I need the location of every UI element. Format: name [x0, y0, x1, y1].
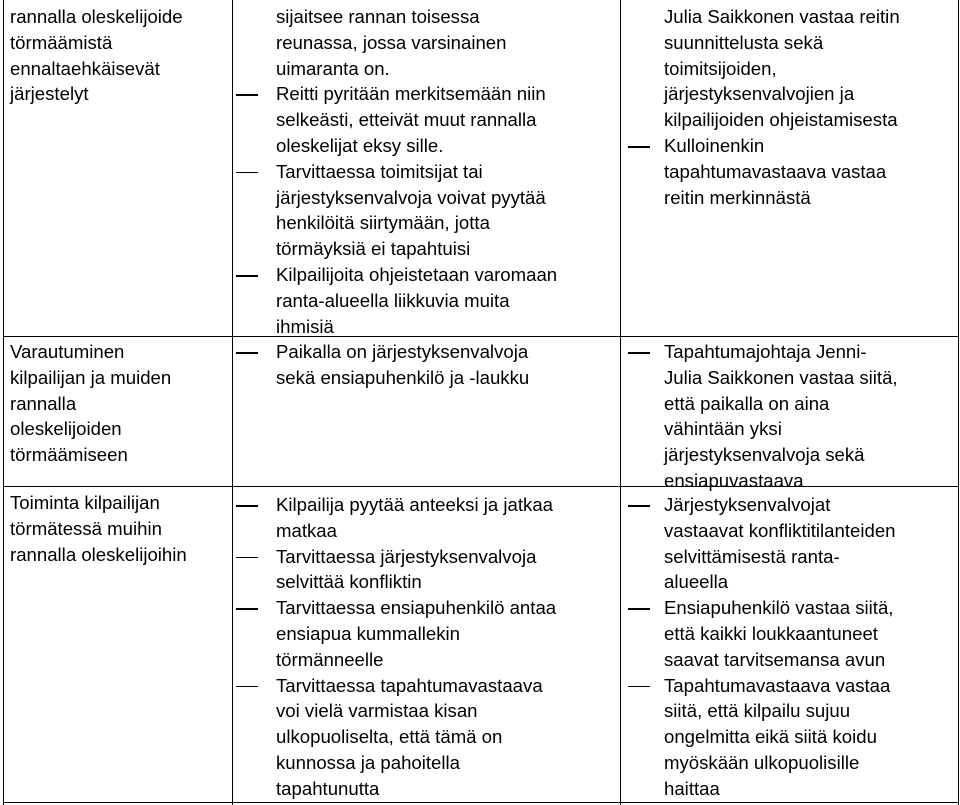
bullet-text-line: selvittää konfliktin: [276, 571, 422, 593]
cell-text-line: törmäämiseen: [10, 444, 128, 466]
dash-bullet-icon: [236, 505, 258, 507]
row-3-responsibility: [664, 492, 954, 802]
bullet-text-line: kunnossa ja pahoitella: [276, 751, 461, 773]
dash-bullet-icon: [628, 352, 650, 354]
table-border-right: [958, 0, 959, 805]
bullet-text-line: Tarvittaessa ensiapuhenkilö antaa: [276, 595, 636, 621]
bullet-text-line: suunnittelusta sekä: [664, 31, 824, 53]
bullet-text-line: ensiapuvastaava: [664, 469, 804, 491]
bullet-text-line: haittaa: [664, 777, 720, 799]
bullet-item: [276, 262, 636, 339]
bullet-text-line: Tapahtumajohtaja Jenni-: [664, 339, 954, 365]
bullet-text-line: saavat tarvitsemansa avun: [664, 648, 886, 670]
dash-bullet-icon: [236, 686, 258, 688]
row-1-topic: [10, 4, 240, 107]
dash-bullet-icon: [236, 275, 258, 277]
row-1-responsibility: [664, 4, 954, 210]
cell-text-line: Varautuminen: [10, 341, 125, 362]
table-border-bottom: [3, 802, 959, 803]
bullet-text-line: ensiapua kummallekin: [276, 622, 460, 644]
bullet-item: [664, 492, 954, 595]
bullet-text-line: vähintään yksi: [664, 418, 782, 440]
bullet-text-line: ongelmitta eikä siitä koidu: [664, 726, 877, 748]
bullet-text-line: Paikalla on järjestyksenvalvoja: [276, 339, 636, 365]
bullet-text-line: Kulloinenkin: [664, 133, 954, 159]
bullet-text-line: alueella: [664, 571, 729, 593]
cell-text-line: Toiminta kilpailijan: [10, 492, 160, 513]
bullet-text-line: ihmisiä: [276, 315, 334, 337]
bullet-text-line: Julia Saikkonen vastaa siitä,: [664, 366, 898, 388]
bullet-item: [664, 339, 954, 494]
bullet-text-line: kilpailijoiden ohjeistamisesta: [664, 109, 898, 131]
row-2-actions: [276, 339, 636, 391]
bullet-text-line: törmänneelle: [276, 648, 384, 670]
cell-text-line: kilpailijan ja muiden: [10, 366, 172, 388]
bullet-text-line: myöskään ulkopuolisille: [664, 751, 860, 773]
dash-bullet-icon: [236, 352, 258, 354]
bullet-text-line: toimitsijoiden,: [664, 57, 777, 79]
cell-text-line: rannalla: [10, 392, 77, 414]
bullet-text-line: tapahtumavastaava vastaa: [664, 160, 887, 182]
bullet-text-line: selkeästi, etteivät muut rannalla: [276, 109, 537, 131]
bullet-item: [276, 339, 636, 391]
bullet-text-line: Tarvittaessa tapahtumavastaava: [276, 673, 636, 699]
bullet-text-line: voi vielä varmistaa kisan: [276, 700, 478, 722]
dash-bullet-icon: [236, 557, 258, 559]
bullet-text-line: oleskelijat eksy sille.: [276, 134, 444, 156]
row-3-topic: [10, 490, 240, 567]
bullet-text-line: Tarvittaessa toimitsijat tai: [276, 159, 636, 185]
dash-bullet-icon: [628, 146, 650, 148]
bullet-item: [276, 595, 636, 672]
cell-text-line: oleskelijoiden: [10, 418, 122, 440]
bullet-text-line: matkaa: [276, 519, 337, 541]
dash-bullet-icon: [628, 505, 650, 507]
bullet-text-line: Kilpailija pyytää anteeksi ja jatkaa: [276, 492, 636, 518]
dash-bullet-icon: [236, 608, 258, 610]
bullet-item: [276, 159, 636, 262]
bullet-text-line: Julia Saikkonen vastaa reitin: [664, 6, 900, 27]
bullet-text-line: ulkopuoliselta, että tämä on: [276, 726, 503, 748]
bullet-text-line: Järjestyksenvalvojat: [664, 492, 954, 518]
bullet-item: [276, 544, 636, 596]
row-3-actions: [276, 492, 636, 802]
bullet-text-line: Kilpailijoita ohjeistetaan varomaan: [276, 262, 636, 288]
row-1-actions: [276, 4, 636, 339]
bullet-text-line: siitä, että kilpailu sujuu: [664, 700, 851, 722]
dash-bullet-icon: [236, 94, 258, 96]
bullet-text-line: törmäyksiä ei tapahtuisi: [276, 238, 471, 260]
bullet-text-line: reunassa, jossa varsinainen: [276, 31, 507, 53]
bullet-text-line: sekä ensiapuhenkilö ja -laukku: [276, 366, 530, 388]
bullet-item: [664, 595, 954, 672]
bullet-text-line: Tarvittaessa järjestyksenvalvoja: [276, 544, 636, 570]
cell-text-line: järjestelyt: [10, 83, 89, 105]
bullet-item: [276, 81, 636, 158]
bullet-text-line: järjestyksenvalvoja sekä: [664, 444, 865, 466]
cell-text-line: ennaltaehkäisevät: [10, 57, 160, 79]
bullet-text-line: ranta-alueella liikkuvia muita: [276, 289, 510, 311]
bullet-text-line: järjestyksenvalvojien ja: [664, 83, 855, 105]
dash-bullet-icon: [628, 686, 650, 688]
bullet-text-line: reitin merkinnästä: [664, 186, 811, 208]
bullet-item: [664, 673, 954, 802]
bullet-text-line: että kaikki loukkaantuneet: [664, 622, 878, 644]
bullet-text-line: tapahtunutta: [276, 777, 380, 799]
cell-text-line: törmätessä muihin: [10, 517, 162, 539]
bullet-text-line: Reitti pyritään merkitsemään niin: [276, 81, 636, 107]
bullet-text-line: Tapahtumavastaava vastaa: [664, 673, 954, 699]
cell-text-line: rannalla oleskelijoide: [10, 6, 183, 27]
bullet-text-line: uimaranta on.: [276, 57, 390, 79]
dash-bullet-icon: [628, 608, 650, 610]
table-border-left: [3, 0, 4, 805]
row-2-topic: [10, 339, 240, 468]
cell-text-line: rannalla oleskelijoihin: [10, 543, 187, 565]
bullet-text-line: henkilöitä siirtymään, jotta: [276, 212, 490, 234]
bullet-text-line: järjestyksenvalvoja voivat pyytää: [276, 186, 546, 208]
bullet-text-line: vastaavat konfliktitilanteiden: [664, 519, 896, 541]
dash-bullet-icon: [236, 172, 258, 174]
cell-text-line: törmäämistä: [10, 31, 113, 53]
bullet-item: [276, 673, 636, 802]
continuation-text: [664, 4, 954, 133]
bullet-text-line: sijaitsee rannan toisessa: [276, 6, 480, 27]
bullet-text-line: että paikalla on aina: [664, 392, 830, 414]
continuation-text: [276, 4, 636, 81]
bullet-text-line: selvittämisestä ranta-: [664, 545, 840, 567]
row-2-responsibility: [664, 339, 954, 494]
bullet-text-line: Ensiapuhenkilö vastaa siitä,: [664, 595, 954, 621]
bullet-item: [664, 133, 954, 210]
bullet-item: [276, 492, 636, 544]
